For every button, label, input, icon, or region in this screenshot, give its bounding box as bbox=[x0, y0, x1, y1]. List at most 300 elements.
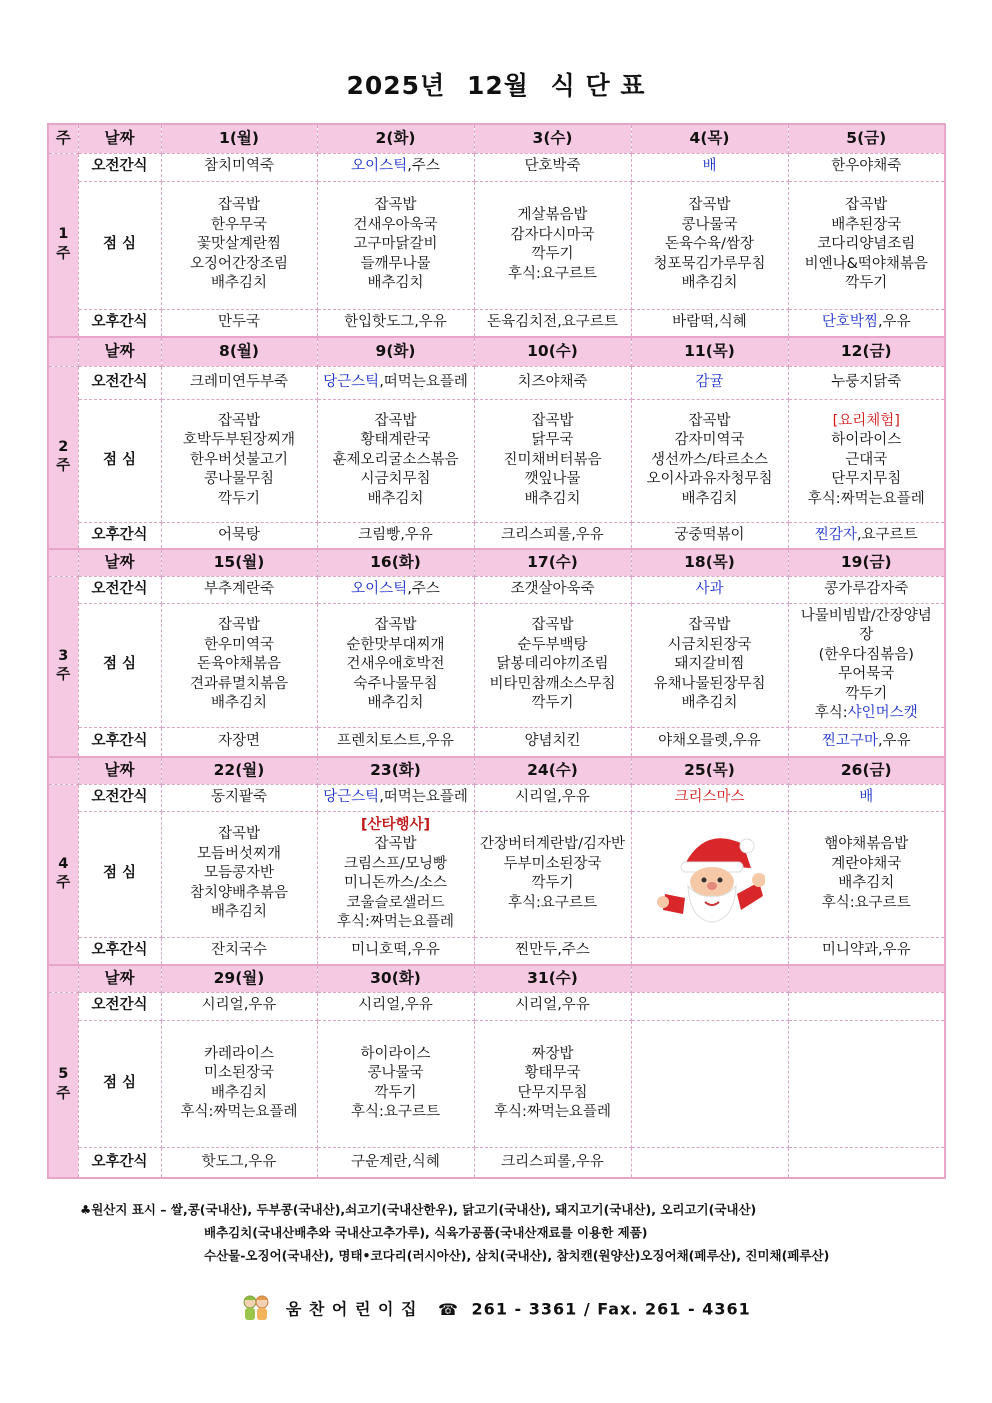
pm-snack-cell bbox=[317, 937, 474, 965]
lunch-cell bbox=[161, 603, 317, 727]
menu-item: 견과류멸치볶음 bbox=[189, 675, 289, 692]
day-date: 2(화) bbox=[317, 124, 474, 153]
menu-item: 잡곡밥 bbox=[688, 617, 731, 634]
lunch-cell bbox=[631, 181, 788, 309]
day-date: 10(수) bbox=[474, 337, 631, 366]
pm-snack-label: 오후간식 bbox=[78, 1147, 161, 1178]
menu-item: 순한맛부대찌개 bbox=[346, 636, 445, 653]
menu-item: 깍두기 bbox=[531, 875, 574, 891]
menu-item: 숙주나물무침 bbox=[353, 675, 438, 692]
menu-text: 양념치킨 bbox=[524, 733, 581, 749]
am-snack-cell bbox=[317, 784, 474, 811]
menu-item: 단무지무침 bbox=[831, 471, 902, 488]
pm-snack-row bbox=[48, 1147, 945, 1178]
menu-item: 호박두부된장찌개 bbox=[182, 432, 296, 449]
am-snack-cell bbox=[161, 784, 317, 811]
menu-item: 시금치무침 bbox=[360, 471, 431, 488]
lunch-label: 점 심 bbox=[78, 1020, 161, 1147]
day-date: 3(수) bbox=[474, 124, 631, 153]
menu-item: 깍두기 bbox=[845, 275, 888, 292]
day-date bbox=[788, 965, 945, 992]
origin-line-1: ♣원산지 표시 – 쌀,콩(국내산), 두부콩(국내산),쇠고기(국내산한우), 닭고기(국내산), 돼지고기(국내산), 오리고기(국내산) bbox=[80, 1202, 757, 1217]
title-words: 식 단 표 bbox=[550, 71, 646, 100]
am-snack-row bbox=[48, 153, 945, 181]
week-spacer bbox=[48, 549, 78, 576]
menu-text: 감귤 bbox=[695, 373, 724, 390]
am-snack-cell bbox=[788, 784, 945, 811]
menu-item: 배추김치 bbox=[210, 275, 268, 292]
menu-text: 바람떡,식혜 bbox=[672, 314, 747, 330]
menu-item: 미니돈까스/소스 bbox=[344, 875, 447, 891]
week-spacer bbox=[48, 965, 78, 992]
menu-text: 시리얼,우유 bbox=[515, 788, 590, 805]
menu-item: 후식: bbox=[814, 705, 848, 721]
menu-item: 황태무국 bbox=[524, 1065, 581, 1081]
menu-item: 잡곡밥 bbox=[374, 836, 417, 852]
menu-text: 프렌치토스트,우유 bbox=[337, 733, 454, 749]
menu-text: 크리스피롤,우유 bbox=[501, 526, 604, 543]
lunch-row bbox=[48, 181, 945, 309]
menu-item: 배추김치 bbox=[210, 695, 268, 712]
day-date: 31(수) bbox=[474, 965, 631, 992]
menu-item: 잡곡밥 bbox=[688, 197, 731, 214]
menu-text: 참치미역죽 bbox=[203, 158, 275, 175]
header-date-label: 날짜 bbox=[78, 965, 161, 992]
am-snack-cell bbox=[788, 153, 945, 181]
kids-logo-icon bbox=[241, 1294, 271, 1326]
menu-item: 한우버섯불고기 bbox=[189, 451, 289, 468]
menu-text: 당근스틱 bbox=[323, 373, 380, 390]
day-date: 15(월) bbox=[161, 549, 317, 576]
menu-item: 콩나물무침 bbox=[203, 471, 275, 488]
menu-text: 구운계란,식혜 bbox=[351, 1153, 440, 1170]
menu-text: ,우유 bbox=[877, 733, 911, 749]
menu-text: 만두국 bbox=[217, 314, 261, 330]
menu-item: 후식:요구르트 bbox=[821, 894, 911, 911]
menu-item: 모듬콩자반 bbox=[203, 865, 275, 882]
menu-item: 나물비빔밥/간장양념 bbox=[800, 607, 932, 624]
title-month: 12월 bbox=[466, 71, 529, 100]
menu-text: 배 bbox=[702, 158, 717, 175]
menu-text: 누룽지닭죽 bbox=[831, 373, 902, 390]
menu-text: 조갯살아욱죽 bbox=[510, 580, 595, 597]
am-snack-cell bbox=[161, 576, 317, 603]
menu-item: 배추김치 bbox=[210, 1084, 268, 1101]
menu-text: ,주스 bbox=[407, 580, 440, 597]
pm-snack-cell bbox=[474, 522, 631, 549]
pm-snack-cell bbox=[788, 309, 945, 337]
menu-text: ,주스 bbox=[407, 158, 440, 175]
lunch-cell bbox=[788, 603, 945, 727]
day-date: 19(금) bbox=[788, 549, 945, 576]
lunch-row bbox=[48, 1020, 945, 1147]
menu-item: 짜장밥 bbox=[531, 1045, 574, 1062]
menu-item: 비타민참깨소스무침 bbox=[489, 675, 616, 692]
phone-icon: ☎ bbox=[438, 1299, 459, 1319]
menu-item: 배추된장국 bbox=[831, 216, 902, 233]
am-snack-cell bbox=[317, 153, 474, 181]
day-date: 9(화) bbox=[317, 337, 474, 366]
menu-item: 깍두기 bbox=[845, 685, 888, 702]
menu-item: 코다리양념조림 bbox=[817, 236, 916, 253]
menu-item: 시금치된장국 bbox=[667, 636, 752, 653]
menu-item: 후식:요구르트 bbox=[508, 894, 597, 911]
menu-text: 부추계란죽 bbox=[203, 580, 275, 597]
menu-text: 핫도그,우유 bbox=[201, 1153, 277, 1170]
menu-item: 훈제오리굴소스볶음 bbox=[332, 451, 459, 468]
lunch-label: 점 심 bbox=[78, 181, 161, 309]
am-snack-row bbox=[48, 784, 945, 811]
lunch-cell bbox=[631, 399, 788, 522]
footer bbox=[0, 1294, 992, 1326]
menu-item: 잡곡밥 bbox=[374, 197, 417, 214]
day-date: 24(수) bbox=[474, 757, 631, 784]
menu-text: 자장면 bbox=[217, 733, 261, 749]
date-row bbox=[48, 757, 945, 784]
menu-item: 깍두기 bbox=[374, 1084, 417, 1101]
menu-item: 장 bbox=[859, 627, 874, 643]
menu-item: 배추김치 bbox=[367, 490, 424, 507]
menu-text: ,떠먹는요플레 bbox=[379, 788, 468, 805]
menu-item: 배추김치 bbox=[210, 904, 268, 921]
lunch-cell bbox=[161, 1020, 317, 1147]
menu-item: 잡곡밥 bbox=[217, 412, 261, 429]
day-date: 22(월) bbox=[161, 757, 317, 784]
menu-text: 찐고구마 bbox=[821, 733, 878, 749]
pm-snack-cell bbox=[161, 727, 317, 757]
menu-item: 배추김치 bbox=[681, 490, 738, 507]
menu-item: 청포묵김가루무침 bbox=[653, 255, 766, 272]
pm-snack-cell bbox=[161, 522, 317, 549]
menu-text: 찐만두,주스 bbox=[515, 942, 590, 958]
lunch-cell bbox=[631, 811, 788, 937]
lunch-cell bbox=[317, 181, 474, 309]
day-date: 29(월) bbox=[161, 965, 317, 992]
lunch-cell bbox=[788, 399, 945, 522]
menu-item: 닭봉데리야끼조림 bbox=[496, 656, 609, 673]
lunch-row bbox=[48, 399, 945, 522]
menu-item: 배추김치 bbox=[681, 695, 738, 712]
am-snack-cell bbox=[317, 576, 474, 603]
am-snack-cell bbox=[317, 992, 474, 1020]
menu-item: 배추김치 bbox=[681, 275, 738, 292]
menu-text: 어묵탕 bbox=[217, 526, 261, 543]
menu-item: 두부미소된장국 bbox=[503, 855, 602, 872]
lunch-cell bbox=[474, 1020, 631, 1147]
am-snack-cell bbox=[788, 366, 945, 399]
am-snack-cell bbox=[631, 576, 788, 603]
am-snack-label: 오전간식 bbox=[78, 153, 161, 181]
pm-snack-cell bbox=[474, 727, 631, 757]
menu-item: 잡곡밥 bbox=[531, 617, 574, 634]
menu-item: 잡곡밥 bbox=[845, 197, 888, 214]
lunch-cell bbox=[788, 1020, 945, 1147]
lunch-cell bbox=[474, 181, 631, 309]
day-date: 26(금) bbox=[788, 757, 945, 784]
lunch-label: 점 심 bbox=[78, 399, 161, 522]
menu-item: 크림스프/모닝빵 bbox=[344, 855, 447, 872]
am-snack-cell bbox=[161, 366, 317, 399]
am-snack-cell bbox=[631, 153, 788, 181]
lunch-cell bbox=[474, 399, 631, 522]
menu-text: 찐감자 bbox=[814, 526, 857, 543]
menu-item: 고구마닭갈비 bbox=[353, 236, 438, 253]
menu-item: 깍두기 bbox=[531, 695, 574, 712]
am-snack-cell bbox=[474, 153, 631, 181]
menu-item: 건새우애호박전 bbox=[346, 656, 445, 673]
lunch-cell bbox=[317, 399, 474, 522]
page-title bbox=[0, 66, 992, 102]
am-snack-cell bbox=[161, 992, 317, 1020]
menu-item: 생선까스/타르소스 bbox=[651, 451, 768, 468]
menu-item: 건새우아욱국 bbox=[353, 216, 438, 233]
menu-item: 잡곡밥 bbox=[531, 412, 574, 429]
menu-item: 진미채버터볶음 bbox=[503, 451, 602, 468]
menu-item: 무어묵국 bbox=[838, 666, 895, 682]
pm-snack-cell bbox=[161, 1147, 317, 1178]
menu-item: 후식:요구르트 bbox=[351, 1104, 440, 1120]
menu-text: 미니약과,우유 bbox=[821, 942, 911, 958]
menu-item: 계란야채국 bbox=[831, 855, 902, 872]
pm-snack-cell bbox=[788, 522, 945, 549]
menu-text: 시리얼,우유 bbox=[358, 997, 433, 1014]
lunch-cell bbox=[317, 1020, 474, 1147]
day-date: 4(목) bbox=[631, 124, 788, 153]
header-date-label: 날짜 bbox=[78, 337, 161, 366]
menu-item: 감자다시마국 bbox=[510, 226, 595, 243]
lunch-cell bbox=[161, 811, 317, 937]
pm-snack-cell bbox=[317, 309, 474, 337]
menu-item: 꽃맛살계란찜 bbox=[196, 236, 282, 253]
menu-item: 들깨무나물 bbox=[360, 255, 431, 272]
menu-item: 닭무국 bbox=[531, 432, 574, 449]
origin-line-3: 수산물-오징어(국내산), 명태•코다리(러시아산), 삼치(국내산), 참치캔(원양산)오징어채(페루산), 진미채(페루산) bbox=[204, 1248, 830, 1263]
menu-text: 크리스피롤,우유 bbox=[501, 1153, 604, 1170]
menu-item: 카레라이스 bbox=[203, 1045, 275, 1062]
menu-item: 깻잎나물 bbox=[524, 471, 581, 488]
pm-snack-label: 오후간식 bbox=[78, 522, 161, 549]
menu-item: 배추김치 bbox=[367, 695, 424, 712]
menu-item: 황태계란국 bbox=[360, 432, 431, 449]
menu-item: 배추김치 bbox=[367, 275, 424, 292]
pm-snack-cell bbox=[631, 1147, 788, 1178]
menu-item: 돈육야채볶음 bbox=[196, 656, 282, 673]
menu-item: 샤인머스캣 bbox=[847, 705, 918, 721]
menu-item: 오징어간장조림 bbox=[189, 255, 289, 272]
menu-text: 미니호떡,우유 bbox=[351, 942, 440, 958]
menu-item: 깍두기 bbox=[531, 246, 574, 262]
menu-text: 한입핫도그,우유 bbox=[344, 314, 447, 330]
menu-item: 순두부백탕 bbox=[517, 636, 588, 653]
menu-item: 오이사과유자청무침 bbox=[646, 471, 773, 488]
menu-item: 유채나물된장무침 bbox=[653, 675, 766, 692]
menu-text: 잔치국수 bbox=[210, 942, 268, 958]
menu-item: 하이라이스 bbox=[831, 432, 902, 449]
day-date: 23(화) bbox=[317, 757, 474, 784]
pm-snack-label: 오후간식 bbox=[78, 937, 161, 965]
menu-text: 오이스틱 bbox=[351, 580, 408, 597]
pm-snack-cell bbox=[788, 937, 945, 965]
pm-snack-cell bbox=[161, 309, 317, 337]
menu-item: 돈육수육/쌈장 bbox=[665, 236, 754, 253]
header-date-label: 날짜 bbox=[78, 124, 161, 153]
menu-item: 감자미역국 bbox=[674, 432, 745, 449]
pm-snack-cell bbox=[631, 522, 788, 549]
menu-item: 코울슬로샐러드 bbox=[346, 894, 445, 911]
menu-text: 동지팥죽 bbox=[210, 788, 268, 805]
lunch-cell bbox=[317, 811, 474, 937]
week-label: 4 주 bbox=[48, 784, 78, 965]
menu-item: 깍두기 bbox=[217, 490, 261, 507]
menu-item: 잡곡밥 bbox=[374, 412, 417, 429]
lunch-label: 점 심 bbox=[78, 603, 161, 727]
lunch-cell bbox=[631, 603, 788, 727]
day-date: 5(금) bbox=[788, 124, 945, 153]
pm-snack-cell bbox=[474, 309, 631, 337]
header-week: 주 bbox=[48, 124, 78, 153]
am-snack-cell bbox=[474, 576, 631, 603]
pm-snack-row bbox=[48, 522, 945, 549]
menu-text: 단호박죽 bbox=[524, 158, 581, 175]
menu-item: 미소된장국 bbox=[203, 1065, 275, 1081]
pm-snack-cell bbox=[161, 937, 317, 965]
day-date: 16(화) bbox=[317, 549, 474, 576]
am-snack-row bbox=[48, 992, 945, 1020]
menu-text: 오이스틱 bbox=[351, 158, 408, 175]
lunch-cell bbox=[317, 603, 474, 727]
menu-text: 시리얼,우유 bbox=[515, 997, 590, 1014]
menu-item: 후식:짜먹는요플레 bbox=[180, 1104, 298, 1120]
day-date: 12(금) bbox=[788, 337, 945, 366]
lunch-cell bbox=[788, 181, 945, 309]
week-label: 5 주 bbox=[48, 992, 78, 1178]
menu-text: 야채오믈렛,우유 bbox=[658, 733, 761, 749]
menu-item: 후식:요구르트 bbox=[508, 265, 597, 282]
am-snack-cell bbox=[474, 992, 631, 1020]
header-date-label: 날짜 bbox=[78, 549, 161, 576]
day-date: 11(목) bbox=[631, 337, 788, 366]
pm-snack-row bbox=[48, 727, 945, 757]
menu-item: 게살볶음밥 bbox=[517, 207, 588, 223]
day-date: 17(수) bbox=[474, 549, 631, 576]
title-year: 2025년 bbox=[346, 71, 446, 100]
date-row bbox=[48, 337, 945, 366]
menu-text: 치즈야채죽 bbox=[517, 373, 588, 390]
menu-item: 단무지무침 bbox=[517, 1084, 588, 1101]
menu-item: 콩나물국 bbox=[681, 216, 738, 233]
header-date-label: 날짜 bbox=[78, 757, 161, 784]
menu-item: 잡곡밥 bbox=[217, 826, 261, 843]
menu-text: ,요구르트 bbox=[856, 526, 918, 543]
am-snack-cell bbox=[161, 153, 317, 181]
pm-snack-cell bbox=[317, 1147, 474, 1178]
am-snack-row bbox=[48, 366, 945, 399]
week-spacer bbox=[48, 337, 78, 366]
menu-item: 배추김치 bbox=[524, 490, 581, 507]
menu-item: 잡곡밥 bbox=[374, 617, 417, 634]
menu-item: 한우무국 bbox=[210, 216, 268, 233]
menu-text: ,우유 bbox=[877, 314, 911, 330]
lunch-cell bbox=[161, 399, 317, 522]
santa-icon bbox=[634, 824, 786, 924]
day-date: 25(목) bbox=[631, 757, 788, 784]
lunch-row bbox=[48, 603, 945, 727]
pm-snack-label: 오후간식 bbox=[78, 309, 161, 337]
am-snack-cell bbox=[631, 992, 788, 1020]
date-row bbox=[48, 124, 945, 153]
lunch-cell bbox=[474, 811, 631, 937]
menu-item: 후식:짜먹는요플레 bbox=[337, 914, 454, 930]
menu-item: 잡곡밥 bbox=[217, 197, 261, 214]
menu-text: 한우야채죽 bbox=[831, 158, 902, 175]
menu-table bbox=[47, 123, 946, 1179]
pm-snack-cell bbox=[631, 309, 788, 337]
am-snack-cell bbox=[788, 992, 945, 1020]
am-snack-label: 오전간식 bbox=[78, 366, 161, 399]
phone-number: 261 - 3361 / Fax. 261 - 4361 bbox=[471, 1299, 751, 1319]
am-snack-row bbox=[48, 576, 945, 603]
am-snack-label: 오전간식 bbox=[78, 576, 161, 603]
menu-item: [요리체험] bbox=[832, 412, 900, 429]
pm-snack-cell bbox=[474, 1147, 631, 1178]
menu-item: 콩나물국 bbox=[367, 1065, 424, 1081]
am-snack-cell bbox=[474, 366, 631, 399]
menu-item: 간장버터계란밥/김자반 bbox=[480, 836, 625, 852]
menu-item: 근대국 bbox=[845, 451, 888, 468]
day-date: 1(월) bbox=[161, 124, 317, 153]
date-row bbox=[48, 549, 945, 576]
menu-text: 크리스마스 bbox=[674, 788, 745, 805]
menu-text: 크림빵,우유 bbox=[358, 526, 433, 543]
menu-text: 단호박찜 bbox=[821, 314, 878, 330]
day-date: 18(목) bbox=[631, 549, 788, 576]
menu-item: 비엔나&떡야채볶음 bbox=[804, 255, 928, 272]
origin-notice bbox=[80, 1198, 960, 1267]
pm-snack-cell bbox=[788, 727, 945, 757]
menu-item: 돼지갈비찜 bbox=[674, 656, 745, 673]
am-snack-cell bbox=[317, 366, 474, 399]
menu-text: 크레미연두부죽 bbox=[189, 373, 289, 390]
menu-item: 햄야채볶음밥 bbox=[824, 836, 909, 852]
pm-snack-cell bbox=[317, 727, 474, 757]
am-snack-cell bbox=[631, 784, 788, 811]
am-snack-cell bbox=[631, 366, 788, 399]
menu-item: (한우다짐볶음) bbox=[818, 646, 914, 663]
am-snack-cell bbox=[788, 576, 945, 603]
pm-snack-label: 오후간식 bbox=[78, 727, 161, 757]
lunch-row bbox=[48, 811, 945, 937]
am-snack-label: 오전간식 bbox=[78, 784, 161, 811]
pm-snack-cell bbox=[631, 727, 788, 757]
menu-item: 잡곡밥 bbox=[217, 617, 261, 634]
week-label: 2 주 bbox=[48, 366, 78, 549]
menu-item: 후식:짜먹는요플레 bbox=[494, 1104, 611, 1120]
menu-text: 시리얼,우유 bbox=[201, 997, 277, 1014]
menu-text: 당근스틱 bbox=[323, 788, 380, 805]
week-spacer bbox=[48, 757, 78, 784]
menu-item: 배추김치 bbox=[838, 875, 895, 891]
week-label: 3 주 bbox=[48, 576, 78, 757]
lunch-cell bbox=[161, 181, 317, 309]
menu-item: 후식:짜먹는요플레 bbox=[807, 490, 925, 507]
day-date: 30(화) bbox=[317, 965, 474, 992]
pm-snack-cell bbox=[788, 1147, 945, 1178]
week-label: 1 주 bbox=[48, 153, 78, 337]
day-date bbox=[631, 965, 788, 992]
daycare-name: 움 찬 어 린 이 집 bbox=[285, 1299, 418, 1319]
menu-text: 콩가루감자죽 bbox=[824, 580, 909, 597]
menu-text: 사과 bbox=[695, 580, 724, 597]
